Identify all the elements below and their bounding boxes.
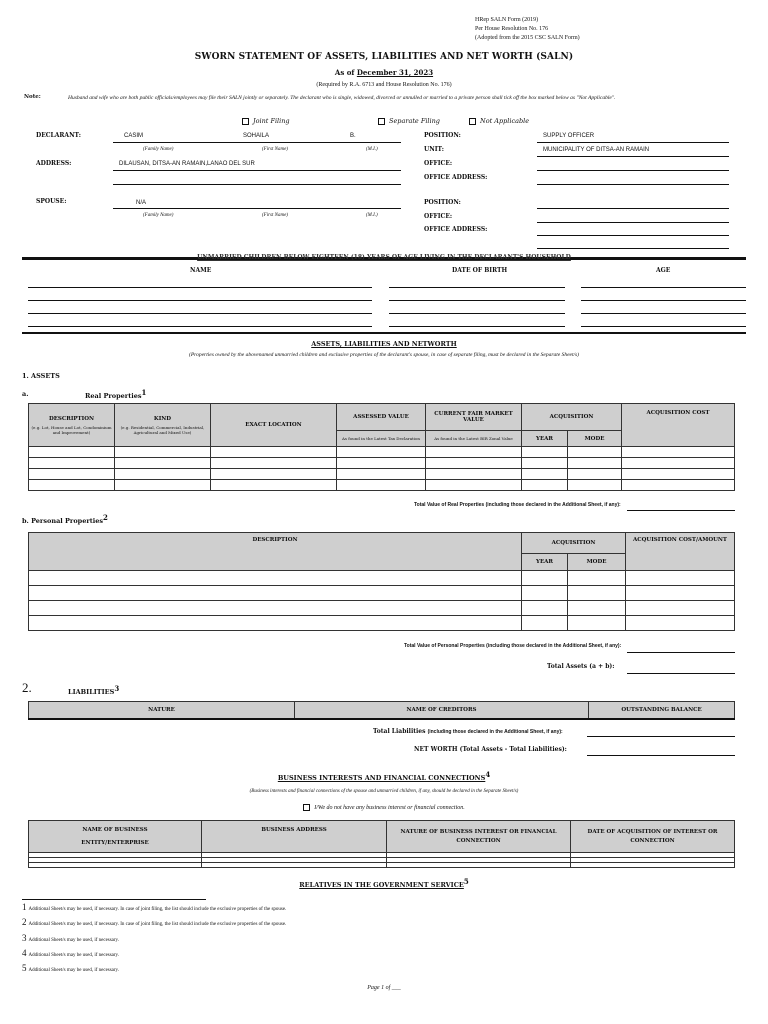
position-label: POSITION: xyxy=(424,132,461,139)
col-assessed: ASSESSED VALUE xyxy=(337,404,426,431)
table-row[interactable] xyxy=(29,601,735,616)
form-line: HRep SALN Form (2019) xyxy=(475,17,539,23)
child-age-line[interactable] xyxy=(581,313,746,314)
spouse-office-address-label: OFFICE ADDRESS: xyxy=(424,226,488,233)
declarant-address[interactable]: DILAUSAN, DITSA-AN RAMAIN,LANAO DEL SUR xyxy=(119,161,255,167)
table-row[interactable] xyxy=(29,571,735,586)
children-col-name: NAME xyxy=(190,267,212,274)
position-line xyxy=(537,142,729,143)
checkbox-icon[interactable] xyxy=(303,804,310,811)
personal-properties-label: b. Personal Properties$^2$ xyxy=(22,513,108,526)
form-line: (Adopted from the 2015 CSC SALN Form) xyxy=(475,35,580,41)
spouse-position-line xyxy=(537,208,729,209)
net-worth-line[interactable] xyxy=(587,755,735,756)
col-creditors: NAME OF CREDITORS xyxy=(295,702,589,719)
real-label-a: a. xyxy=(22,390,29,398)
separate-filing-option[interactable]: Separate Filing xyxy=(378,117,440,125)
checkbox-icon[interactable] xyxy=(242,118,249,125)
col-mode: MODE xyxy=(568,554,626,571)
child-dob-line[interactable] xyxy=(389,326,565,327)
declarant-family-name[interactable]: CASIM xyxy=(124,133,144,139)
family-name-caption: (Family Name) xyxy=(143,213,174,218)
total-assets-line[interactable] xyxy=(627,673,735,674)
assets-label: 1. ASSETS xyxy=(22,372,60,380)
note-text: Husband and wife who are both public officials/employees may file their SALN jointly or separately. The declarant who is single, widowed, divorced or annulled or married to a private person shall tick off the box marked below as "Not Applicable". xyxy=(68,95,616,101)
as-of-date: December 31, 2023 xyxy=(356,68,434,77)
address-line xyxy=(113,170,401,171)
child-name-line[interactable] xyxy=(28,300,372,301)
table-row[interactable] xyxy=(29,458,735,469)
col-location: EXACT LOCATION xyxy=(211,404,337,447)
liabilities-number: 2. xyxy=(22,680,32,695)
child-name-line[interactable] xyxy=(28,313,372,314)
footnote: 5 Additional Sheet/s may be used, if necessary. xyxy=(22,963,119,973)
children-col-dob: DATE OF BIRTH xyxy=(452,267,508,274)
col-nature: NATURE OF BUSINESS INTEREST OR FINANCIAL CONNECTION xyxy=(387,821,571,853)
mi-caption: (M.I.) xyxy=(366,213,378,218)
business-note: (Business interests and financial connections of the spouse and unmarried children, if any, should be declared in the Separate Sheet/s) xyxy=(249,789,519,794)
children-heading: UNMARRIED CHILDREN BELOW EIGHTEEN (18) YEARS OF AGE LIVING IN THE DECLARANT'S HOUSEHOLD xyxy=(197,254,571,261)
real-properties-table xyxy=(28,403,735,491)
spouse-position-label: POSITION: xyxy=(424,199,461,206)
checkbox-icon[interactable] xyxy=(378,118,385,125)
office-line xyxy=(537,170,729,171)
not-applicable-option[interactable]: Not Applicable xyxy=(469,117,529,125)
total-liabilities-line[interactable] xyxy=(587,736,735,737)
first-name-caption: (First Name) xyxy=(262,213,288,218)
declarant-name-line xyxy=(113,142,401,143)
table-row[interactable] xyxy=(29,586,735,601)
spouse-office-line xyxy=(537,222,729,223)
footnote: 3 Additional Sheet/s may be used, if necessary. xyxy=(22,933,119,943)
address-line-2 xyxy=(113,184,401,185)
declarant-position[interactable]: SUPPLY OFFICER xyxy=(543,133,595,139)
table-row[interactable] xyxy=(29,447,735,458)
net-worth-label: NET WORTH (Total Assets - Total Liabilities): xyxy=(414,746,567,753)
declarant-unit[interactable]: MUNICIPALITY OF DITSA-AN RAMAIN xyxy=(543,147,650,153)
spouse-name-line xyxy=(113,208,401,209)
unit-label: UNIT: xyxy=(424,146,444,153)
first-name-caption: (First Name) xyxy=(262,147,288,152)
joint-filing-option[interactable]: Joint Filing xyxy=(242,117,290,125)
child-dob-line[interactable] xyxy=(389,313,565,314)
declarant-mi[interactable]: B. xyxy=(350,133,356,139)
family-name-caption: (Family Name) xyxy=(143,147,174,152)
page-number: Page 1 of ___ xyxy=(367,985,401,991)
children-col-age: AGE xyxy=(656,267,671,274)
relatives-heading: RELATIVES IN THE GOVERNMENT SERVICE$^5$ xyxy=(299,877,469,890)
unit-line xyxy=(537,156,729,157)
office-address-label: OFFICE ADDRESS: xyxy=(424,174,488,181)
form-reference xyxy=(475,16,580,43)
child-name-line[interactable] xyxy=(28,287,372,288)
no-business-option[interactable]: I/We do not have any business interest or financial connection. xyxy=(0,804,768,811)
spouse-label: SPOUSE: xyxy=(36,198,67,205)
total-assets-label: Total Assets (a + b): xyxy=(547,663,615,670)
col-business-name: NAME OF BUSINESS ENTITY/ENTERPRISE xyxy=(29,821,202,853)
col-description: DESCRIPTION (e.g. Lot, House and Lot, Condominium and Improvement) xyxy=(29,404,115,447)
spouse-office-label: OFFICE: xyxy=(424,213,453,220)
col-assessed-sub: As found in the Latest Tax Declaration xyxy=(337,431,426,447)
table-row[interactable] xyxy=(29,480,735,491)
office-address-line xyxy=(537,184,729,185)
table-row[interactable] xyxy=(29,616,735,631)
personal-total-line[interactable] xyxy=(627,652,735,653)
col-cost: ACQUISITION COST/AMOUNT xyxy=(626,533,735,571)
note-label: Note: xyxy=(24,94,41,100)
declarant-label: DECLARANT: xyxy=(36,132,82,139)
spouse-family-name[interactable]: N/A xyxy=(136,200,147,206)
liabilities-label: LIABILITIES$^3$ xyxy=(68,684,120,697)
col-cost: ACQUISITION COST xyxy=(622,404,735,447)
office-label: OFFICE: xyxy=(424,160,453,167)
col-mode: MODE xyxy=(568,431,622,447)
child-age-line[interactable] xyxy=(581,287,746,288)
alnw-note: (Properties owned by the abovenamed unmarried children and exclusive properties of the declarant's spouse, in case of separate filing, must be declared in the Separate Sheet/s) xyxy=(188,352,580,358)
alnw-heading: ASSETS, LIABILITIES AND NETWORTH xyxy=(311,340,457,348)
col-acquisition: ACQUISITION xyxy=(522,533,626,554)
mi-caption: (M.I.) xyxy=(366,147,378,152)
col-date-acquisition: DATE OF ACQUISITION OF INTEREST OR CONNECTION xyxy=(571,821,735,853)
footnote-separator xyxy=(22,899,206,900)
col-business-address: BUSINESS ADDRESS xyxy=(202,821,387,853)
col-fair-value: CURRENT FAIR MARKET VALUE xyxy=(426,404,522,431)
table-row[interactable] xyxy=(29,469,735,480)
as-of-line xyxy=(0,68,768,77)
real-properties-label: Real Properties$^1$ xyxy=(85,388,147,401)
liabilities-table xyxy=(28,701,735,719)
page-title: SWORN STATEMENT OF ASSETS, LIABILITIES AND NET WORTH (SALN) xyxy=(194,52,574,62)
col-kind: KIND (e.g. Residential, Commercial, Industrial, Agricultural and Mixed Use) xyxy=(115,404,211,447)
as-of-prefix: As of xyxy=(334,68,355,77)
real-total-line[interactable] xyxy=(627,510,735,511)
col-nature: NATURE xyxy=(29,702,295,719)
footnote: 1 Additional Sheet/s may be used, if necessary. In case of joint filing, the list should include the exclusive properties of the spouse. xyxy=(22,902,287,912)
spouse-office-address-line-2 xyxy=(537,248,729,249)
col-year: YEAR xyxy=(522,554,568,571)
section-divider xyxy=(22,332,746,334)
total-liabilities-label: Total Liabilities (including those declared in the Additional Sheet, if any): xyxy=(373,728,563,735)
child-age-line[interactable] xyxy=(581,326,746,327)
real-total-label: Total Value of Real Properties (including those declared in the Additional Sheet, if any): xyxy=(414,502,621,508)
footnote: 2 Additional Sheet/s may be used, if necessary. In case of joint filing, the list should include the exclusive properties of the spouse. xyxy=(22,917,287,927)
child-age-line[interactable] xyxy=(581,300,746,301)
col-year: YEAR xyxy=(522,431,568,447)
personal-properties-table xyxy=(28,532,735,631)
child-dob-line[interactable] xyxy=(389,300,565,301)
business-table xyxy=(28,820,735,868)
form-line: Per House Resolution No. 176 xyxy=(475,26,549,32)
declarant-first-name[interactable]: SOHAILA xyxy=(243,133,270,139)
table-bottom-rule xyxy=(28,718,735,720)
required-by: (Required by R.A. 6713 and House Resolution No. 176) xyxy=(316,82,452,88)
checkbox-icon[interactable] xyxy=(469,118,476,125)
business-heading: BUSINESS INTERESTS AND FINANCIAL CONNECTIONS$^4$ xyxy=(277,770,491,783)
spouse-office-address-line xyxy=(537,235,729,236)
address-label: ADDRESS: xyxy=(36,160,72,167)
child-dob-line[interactable] xyxy=(389,287,565,288)
col-balance: OUTSTANDING BALANCE xyxy=(589,702,735,719)
footnote: 4 Additional Sheet/s may be used, if necessary. xyxy=(22,948,119,958)
col-fair-sub: As found in the Latest BIR Zonal Value xyxy=(426,431,522,447)
table-row[interactable] xyxy=(29,863,735,868)
col-description: DESCRIPTION xyxy=(29,533,522,571)
child-name-line[interactable] xyxy=(28,326,372,327)
personal-total-label: Total Value of Personal Properties (including those declared in the Additional Sheet, if any): xyxy=(404,643,622,649)
col-acquisition: ACQUISITION xyxy=(522,404,622,431)
